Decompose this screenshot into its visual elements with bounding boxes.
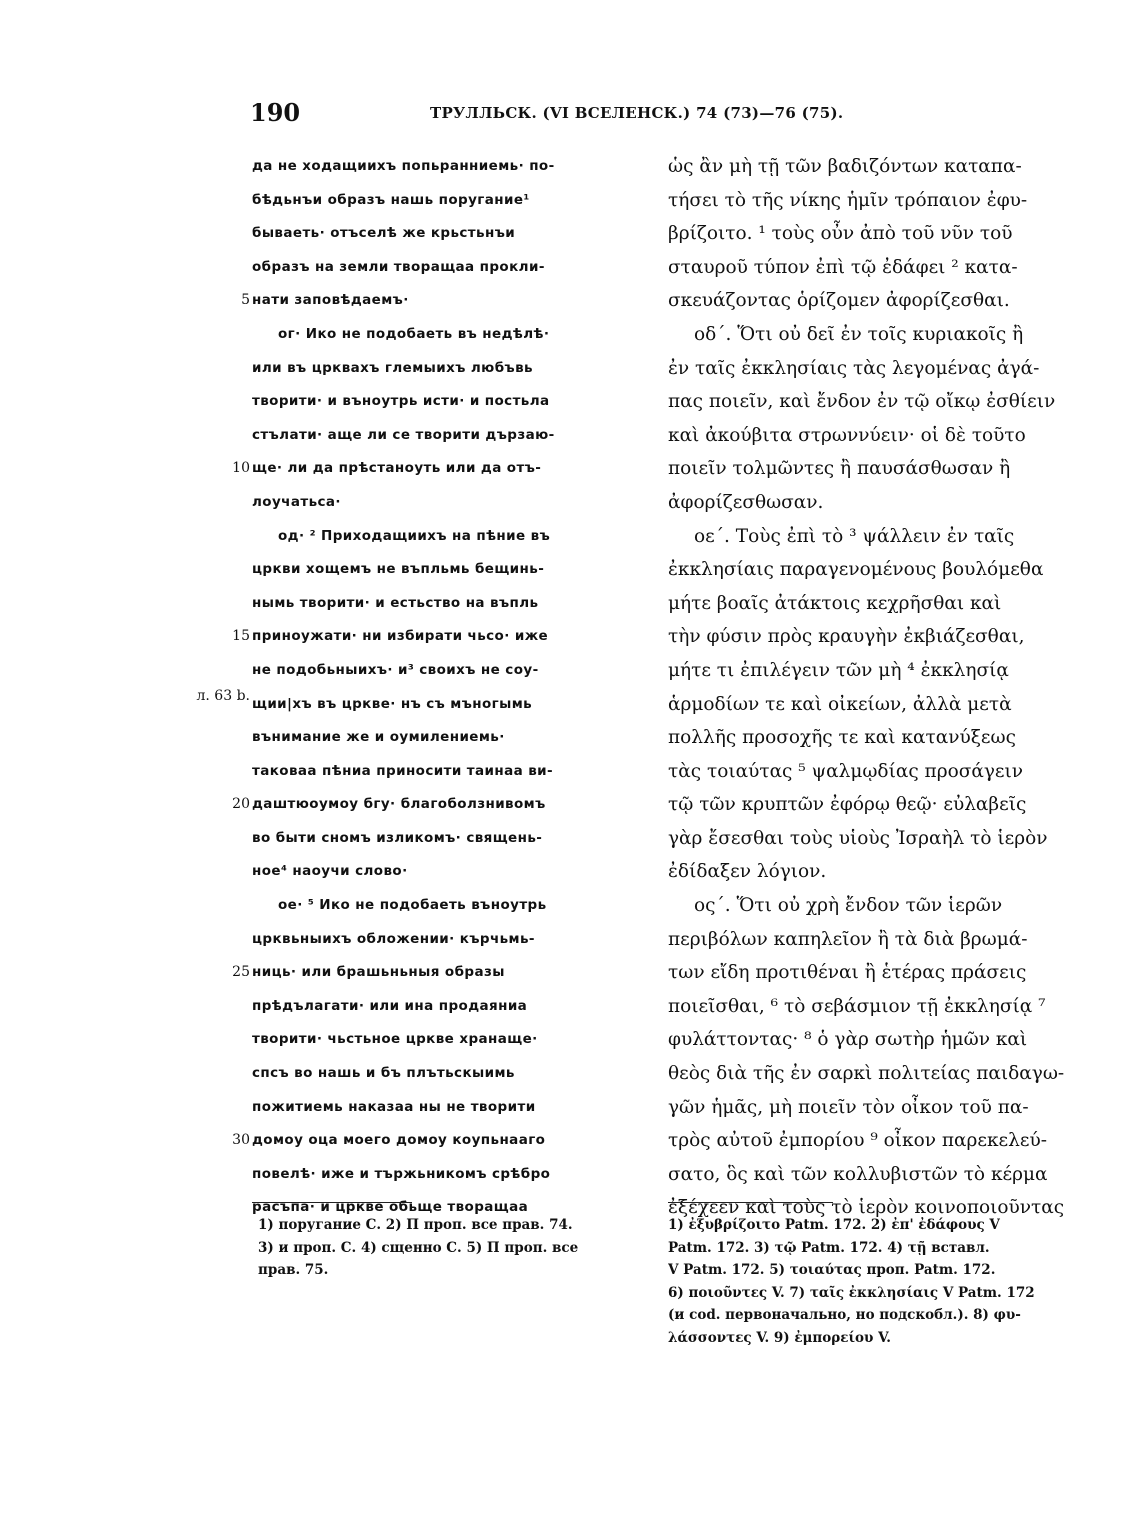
slavonic-line: црквьныихъ обложении· кърчьмь- [252,930,535,947]
greek-line: φυλάττοντας· ⁸ ὁ γὰρ σωτὴρ ἡμῶν καὶ [668,1029,1028,1051]
line-number: 5 [241,292,250,309]
slavonic-line: од· ² Приходащиихъ на пѣние въ [278,527,551,544]
footnote-line: 1) поругание С. 2) П проп. все прав. 74. [258,1217,573,1233]
slavonic-line: ое· ⁵ Ико не подобаеть въноутрь [278,897,547,914]
slavonic-line: творити· и въноутрь исти· и постьла [252,393,550,410]
line-number: 10 [232,460,250,477]
greek-line: περιβόλων καπηλεῖον ἢ τὰ διὰ βρωμά- [668,928,1028,950]
greek-line: βρίζοιτο. ¹ τοὺς οὖν ἀπὸ τοῦ νῦν τοῦ [668,223,1013,245]
greek-line: τρὸς αὐτοῦ ἐμπορίου ⁹ οἶκον παρεκελεύ- [668,1130,1047,1152]
greek-line: οδ΄. Ὅτι οὐ δεῖ ἐν τοῖς κυριακοῖς ἢ [694,323,1024,345]
slavonic-line: да не ходащиихъ попьранниемь· по- [252,158,555,174]
slavonic-line: бываеть· отъселѣ же крьстьнъи [252,225,516,242]
greek-line: μήτε βοαῖς ἀτάκτοις κεχρῆσθαι καὶ [668,592,1002,614]
footnote-line: 3) и проп. С. 4) сщенно С. 5) П проп. все [258,1239,579,1256]
footnotes-right [668,1214,1068,1350]
footnote-line: (и cod. первоначально, но подскобл.). 8) φυ- [668,1307,1021,1324]
greek-line: πολλῆς προσοχῆς τε καὶ κατανύξεως [668,727,1016,749]
greek-line: ος΄. Ὅτι οὐ χρὴ ἔνδον τῶν ἱερῶν [694,895,1003,917]
greek-line: τῷ τῶν κρυπτῶν ἐφόρῳ θεῷ· εὐλαβεῖς [668,794,1027,816]
slavonic-line: таковаа пѣниа приносити таинаа ви- [252,762,554,779]
greek-line: ἐκκλησίαις παραγενομένους βουλόμεθα [668,559,1044,581]
slavonic-line: образъ на земли творащаа прокли- [252,258,545,275]
greek-line: γὰρ ἔσεσθαι τοὺς υἱοὺς Ἰσραὴλ τὸ ἱερὸν [668,827,1048,849]
greek-line: τήσει τὸ τῆς νίκης ἡμῖν τρόπαιον ἐφυ- [668,189,1028,211]
slavonic-line: вънимание же и оумилениемь· [252,729,505,746]
footnote-rule-left [252,1202,412,1203]
slavonic-line: нымь творити· и естьство на въпль [252,594,539,611]
greek-line: ποιεῖν τολμῶντες ἢ παυσάσθωσαν ἢ [668,458,1011,480]
slavonic-line: пожитиемь наказаа ны не творити [252,1098,536,1115]
slavonic-line: домоу оца моего домоу коупьнааго [252,1132,546,1149]
line-number: 15 [232,628,250,645]
slavonic-line: ще· ли да прѣстаноуть или да отъ- [252,460,542,477]
footnote-line: прав. 75. [258,1262,329,1279]
slavonic-line: бѣдьнъи образъ нашь поругание¹ [252,191,530,208]
greek-line: γῶν ἡμᾶς, μὴ ποιεῖν τὸν οἶκον τοῦ πα- [668,1096,1029,1118]
greek-line: ἐν ταῖς ἐκκλησίαις τὰς λεγομένας ἀγά- [668,357,1040,379]
slavonic-line: стълати· аще ли се творити дързаю- [252,426,555,443]
slavonic-line: щии|хъ въ цркве· нъ съ мъногымь [252,695,533,712]
footnote-line: Patm. 172. 3) τῷ Patm. 172. 4) τῇ вставл. [668,1239,990,1256]
greek-line: τὴν φύσιν πρὸς κραυγὴν ἐκβιάζεσθαι, [668,626,1025,648]
greek-line: σκευάζοντας ὁρίζομεν ἀφορίζεσθαι. [668,290,1010,312]
footnote-line: λάσσοντες V. 9) ἐμπορείου V. [668,1329,891,1346]
greek-line: θεὸς διὰ τῆς ἐν σαρκὶ πολιτείας παιδαγω- [668,1063,1065,1085]
slavonic-line: лоучатьса· [252,493,341,510]
greek-line: των εἴδη προτιθέναι ἢ ἑτέρας πράσεις [668,962,1027,984]
running-head: ТРУЛЛЬСК. (VI ВСЕЛЕНСК.) 74 (73)—76 (75). [430,104,844,122]
folio-mark: л. 63 b. [196,688,250,704]
slavonic-line: цркви хощемъ не въпльмь бещинь- [252,561,545,578]
slavonic-line: даштюоумоу бгу· благоболзнивомъ [252,796,546,813]
slavonic-line: расъпа· и цркве обьще творащаа [252,1199,529,1216]
footnote-line: 1) ἐξυβρίζοιτο Patm. 172. 2) ἐπ' ἐδάφους V [668,1217,1000,1233]
slavonic-line: творити· чьстьное цркве хранаще· [252,1031,538,1048]
greek-line: τὰς τοιαύτας ⁵ ψαλμῳδίας προσάγειν [668,760,1023,782]
slavonic-line: во быти сномъ изликомъ· священь- [252,829,543,846]
line-number: 25 [232,964,250,981]
greek-line: ποιεῖσθαι, ⁶ τὸ σεβάσμιον τῇ ἐκκλησίᾳ ⁷ [668,995,1046,1017]
slavonic-line: повелѣ· иже и тържьникомъ срѣбро [252,1165,551,1182]
footnotes-left [258,1214,654,1282]
slavonic-line: не подобьныихъ· и³ своихъ не соу- [252,661,539,678]
slavonic-line: ниць· или брашьньныя образы [252,964,505,981]
footnote-rule-right [668,1202,833,1203]
greek-line: ἐδίδαξεν λόγιον. [668,861,827,883]
greek-column [668,150,1068,1225]
slavonic-line: спсъ во нашь и бъ плътьскыимь [252,1065,515,1082]
slavonic-line: приноужати· ни избирати чьсо· иже [252,628,549,645]
footnote-line: 6) ποιοῦντες V. 7) ταῖς ἐκκλησίαις V Patm. 172 [668,1284,1035,1301]
slavonic-column [252,150,652,1225]
slavonic-line: или въ црквахъ глемыихъ любъвь [252,359,533,376]
slavonic-line: прѣдълагати· или ина продаяниа [252,997,528,1014]
greek-line: σταυροῦ τύπον ἐπὶ τῷ ἐδάφει ² κατα- [668,256,1018,278]
line-number: 30 [232,1132,250,1149]
greek-line: σατο, ὃς καὶ τῶν κολλυβιστῶν τὸ κέρμα [668,1163,1048,1185]
greek-line: ὡς ἂν μὴ τῇ τῶν βαδιζόντων καταπα- [668,156,1022,177]
greek-line: ἀφορίζεσθωσαν. [668,491,824,513]
greek-line: οε΄. Τοὺς ἐπὶ τὸ ³ ψάλλειν ἐν ταῖς [694,525,1015,547]
slavonic-line: нати заповѣдаемъ· [252,292,409,309]
page-number: 190 [250,98,301,127]
greek-line: καὶ ἀκούβιτα στρωννύειν· οἱ δὲ τοῦτο [668,424,1026,446]
greek-line: ἐξέχεεν καὶ τοὺς τὸ ἱερὸν κοινοποιοῦντας [668,1197,1065,1219]
greek-line: μήτε τι ἐπιλέγειν τῶν μὴ ⁴ ἐκκλησίᾳ [668,659,1009,681]
line-number: 20 [232,796,250,813]
footnote-line: V Patm. 172. 5) τοιαύτας проп. Patm. 172. [668,1262,996,1279]
greek-line: ἁρμοδίων τε καὶ οἰκείων, ἀλλὰ μετὰ [668,693,1012,715]
greek-line: πας ποιεῖν, καὶ ἔνδον ἐν τῷ οἴκῳ ἐσθίειν [668,391,1056,413]
slavonic-line: ное⁴ наоучи слово· [252,863,408,880]
slavonic-line: ог· Ико не подобаеть въ недѣлѣ· [278,325,550,342]
